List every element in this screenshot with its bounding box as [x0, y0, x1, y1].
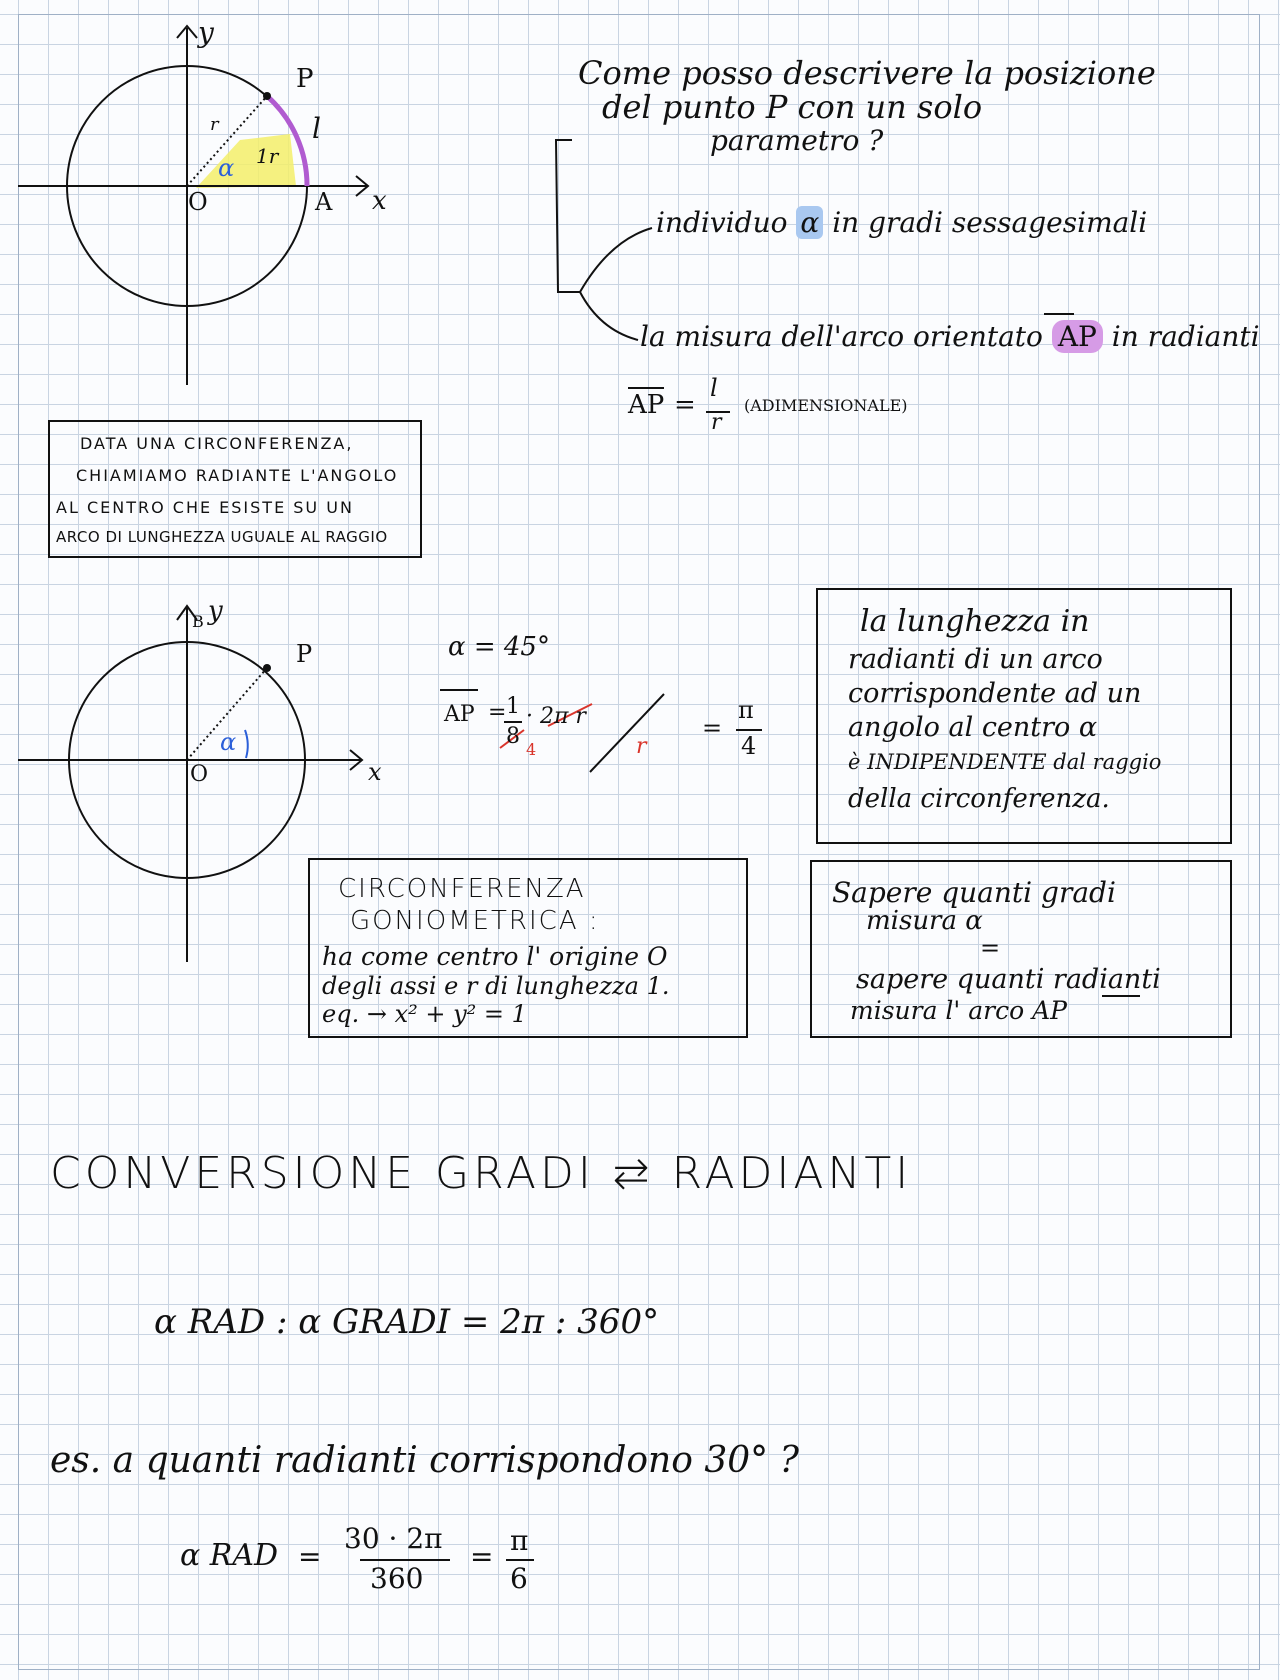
definition-line-4: ARCO DI LUNGHEZZA UGUALE AL RAGGIO	[56, 528, 388, 546]
equivalence-line-3: sapere quanti radianti	[856, 964, 1161, 995]
calc-res-den: 6	[510, 1562, 528, 1595]
y-label-2: y	[208, 596, 223, 626]
conversion-example-question: es. a quanti radianti corrispondono 30° ?	[50, 1440, 799, 1481]
one-r-label: 1r	[256, 144, 279, 168]
option-1-prefix: individuo	[656, 206, 788, 239]
goniometric-line-2: degli assi e r di lunghezza 1.	[322, 972, 670, 1000]
ap-highlight: AP	[1052, 320, 1103, 353]
point-P-label-2: P	[296, 640, 313, 668]
angle-alpha-label-2: α	[220, 728, 237, 756]
y-label-1: y	[198, 16, 214, 49]
calc-den: 360	[370, 1562, 424, 1595]
formula-ap-den: r	[711, 410, 722, 435]
question-line-3: parametro ?	[710, 124, 884, 157]
angle-alpha-label-1: α	[218, 154, 235, 182]
b-label-2: B	[192, 612, 204, 631]
goniometric-line-3: eq. → x² + y² = 1	[322, 1000, 527, 1028]
option-2-suffix: in radianti	[1111, 320, 1260, 353]
example-frac-den: 8	[506, 724, 520, 749]
example-result-eq: =	[702, 714, 723, 742]
independence-line-4: angolo al centro α	[848, 712, 1098, 743]
point-P-label-1: P	[296, 64, 314, 94]
equivalence-line-4: misura l' arco AP	[850, 996, 1067, 1025]
independence-line-5: è INDIPENDENTE dal raggio	[848, 750, 1162, 774]
example-frac-num: 1	[506, 694, 520, 719]
question-line-2: del punto P con un solo	[602, 88, 983, 126]
formula-ap-note: (ADIMENSIONALE)	[744, 396, 908, 415]
goniometric-title-2: GONIOMETRICA :	[350, 906, 600, 936]
example-result-num: π	[738, 696, 754, 724]
formula-ap-num: l	[710, 374, 718, 402]
calc-res-num: π	[510, 1524, 529, 1557]
example-cancel-r: r	[636, 734, 647, 759]
calc-num: 30 · 2π	[344, 1522, 443, 1555]
conversion-proportion: α RAD : α GRADI = 2π : 360°	[154, 1302, 660, 1342]
independence-line-1: la lunghezza in	[860, 604, 1090, 639]
example-times-2pi: · 2π r	[526, 704, 586, 729]
alpha-45: α = 45°	[448, 632, 550, 662]
equivalence-line-2: misura α	[866, 906, 983, 936]
question-line-1: Come posso descrivere la posizione	[578, 54, 1156, 92]
calc-lhs: α RAD	[180, 1538, 279, 1573]
formula-ap-eq: =	[674, 390, 696, 420]
point-A-label: A	[315, 188, 333, 216]
goniometric-title-1: CIRCONFERENZA	[338, 874, 586, 904]
calc-eq-1: =	[298, 1540, 322, 1573]
x-label-1: x	[372, 186, 387, 216]
arc-l-label: l	[312, 112, 321, 145]
calc-eq-2: =	[470, 1540, 494, 1573]
radius-r-label: r	[210, 114, 219, 135]
example-small-four: 4	[526, 740, 537, 759]
x-label-2: x	[368, 758, 382, 786]
example-eq-1: =	[488, 700, 507, 725]
example-result-den: 4	[741, 732, 757, 760]
goniometric-line-1: ha come centro l' origine O	[322, 942, 668, 971]
definition-line-1: DATA UNA CIRCONFERENZA,	[80, 434, 354, 453]
example-ap: AP	[444, 702, 475, 727]
alpha-highlight: α	[796, 206, 823, 239]
origin-label-2: O	[190, 762, 209, 787]
conversion-heading: CONVERSIONE GRADI ⇄ RADIANTI	[50, 1148, 913, 1199]
independence-line-3: corrispondente ad un	[848, 678, 1142, 709]
option-2-prefix: la misura dell'arco orientato	[640, 320, 1043, 353]
equivalence-eq: =	[980, 934, 1001, 962]
definition-line-2: CHIAMIAMO RADIANTE L'ANGOLO	[76, 466, 399, 485]
definition-line-3: AL CENTRO CHE ESISTE SU UN	[56, 498, 354, 517]
option-1-suffix: in gradi sessagesimali	[832, 206, 1148, 239]
origin-label-1: O	[188, 188, 208, 216]
independence-line-6: della circonferenza.	[848, 784, 1110, 814]
formula-ap-lhs: AP	[628, 390, 665, 420]
independence-line-2: radianti di un arco	[848, 644, 1103, 675]
equivalence-line-1: Sapere quanti gradi	[832, 876, 1116, 909]
